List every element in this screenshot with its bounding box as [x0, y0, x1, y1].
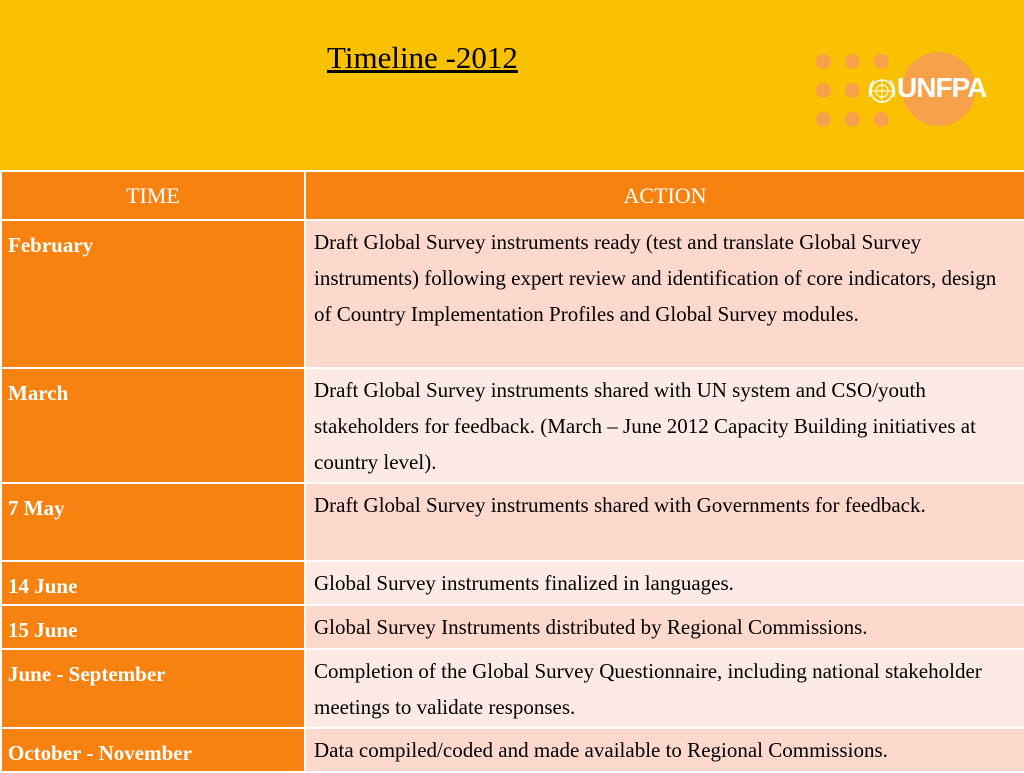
- logo-dot: [845, 54, 860, 69]
- action-cell: Completion of the Global Survey Questionnaire, including national stakeholder meetings to validate responses.: [305, 649, 1024, 728]
- logo-dot: [816, 54, 831, 69]
- logo-dot: [816, 83, 831, 98]
- timeline-table: [0, 170, 1024, 773]
- slide-title: Timeline -2012: [327, 40, 518, 75]
- action-cell: Draft Global Survey instruments shared with Governments for feedback.: [305, 483, 1024, 561]
- time-cell: February: [1, 220, 305, 368]
- table-header-row: [1, 171, 1024, 220]
- header-action: ACTION: [305, 171, 1024, 220]
- table-row: [1, 605, 1024, 649]
- action-cell: Data compiled/coded and made available to Regional Commissions.: [305, 728, 1024, 772]
- table-row: [1, 368, 1024, 483]
- action-cell: Draft Global Survey instruments ready (test and translate Global Survey instruments) following expert review and identification of core indicators, design of Country Implementation Profiles and Global Survey modules.: [305, 220, 1024, 368]
- action-cell: Draft Global Survey instruments shared with UN system and CSO/youth stakeholders for feedback. (March – June 2012 Capacity Building initiatives at country level).: [305, 368, 1024, 483]
- time-cell: 15 June: [1, 605, 305, 649]
- action-cell: Global Survey instruments finalized in languages.: [305, 561, 1024, 605]
- table-row: [1, 561, 1024, 605]
- logo-dot: [845, 83, 860, 98]
- time-cell: June - September: [1, 649, 305, 728]
- slide-header: [0, 0, 1024, 170]
- time-cell: October - November: [1, 728, 305, 772]
- time-cell: 14 June: [1, 561, 305, 605]
- header-time: TIME: [1, 171, 305, 220]
- table-row: [1, 728, 1024, 772]
- logo-dot: [816, 112, 831, 127]
- logo-text: UNFPA: [897, 72, 987, 103]
- time-cell: March: [1, 368, 305, 483]
- table-row: [1, 220, 1024, 368]
- action-cell: Global Survey Instruments distributed by Regional Commissions.: [305, 605, 1024, 649]
- table-row: [1, 649, 1024, 728]
- un-emblem-icon: [866, 75, 898, 107]
- logo-dot: [874, 112, 889, 127]
- logo-dot: [845, 112, 860, 127]
- time-cell: 7 May: [1, 483, 305, 561]
- table-row: [1, 483, 1024, 561]
- logo-dot: [874, 54, 889, 69]
